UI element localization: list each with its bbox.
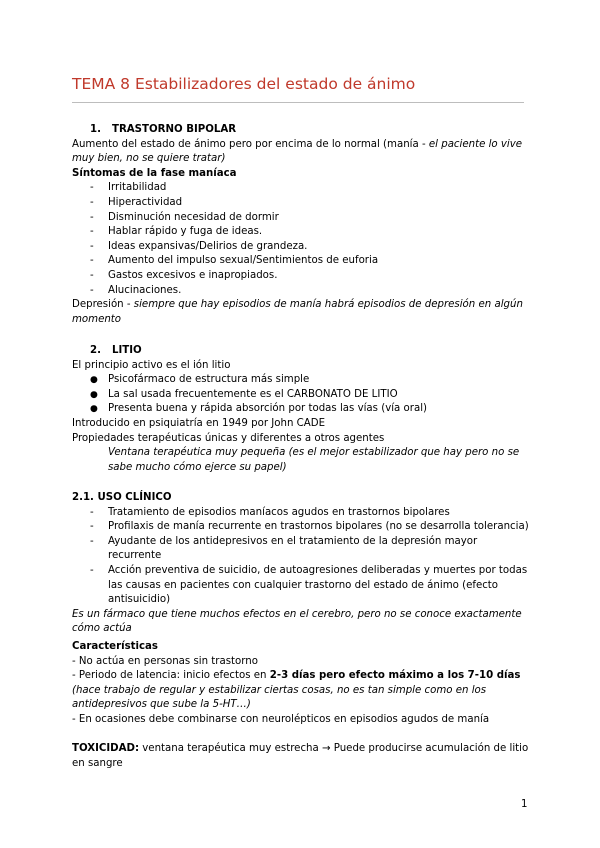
section-number: 1. [90, 124, 101, 135]
latency-text: - Periodo de latencia: inicio efectos en [72, 670, 270, 682]
toxicidad-label: TOXICIDAD: [72, 743, 140, 754]
litio-italic-note: Ventana terapéutica muy pequeña (es el mejor estabilizador que hay pero no se sabe mucho cómo ejerce su papel) [108, 447, 520, 473]
list-item-text: Irritabilidad [108, 182, 167, 194]
section-trastorno-bipolar [72, 123, 532, 327]
list-item-text: Alucinaciones. [108, 284, 182, 296]
list-item-text: Hiperactividad [108, 196, 183, 208]
list-item: - Hiperactividad [90, 196, 183, 208]
list-item: ● Psicofármaco de estructura más simple [90, 374, 310, 386]
section-heading: 2.1. USO CLÍNICO [72, 492, 172, 503]
litio-line-1: Introducido en psiquiatría en 1949 por John CADE [72, 417, 326, 429]
list-item-text: La sal usada frecuentemente es el CARBONATO DE LITIO [108, 388, 398, 400]
list-item-text: Ideas expansivas/Delirios de grandeza. [108, 240, 308, 252]
section-toxicidad [72, 742, 532, 771]
list-item: - Profilaxis de manía recurrente en trastornos bipolares (no se desarrolla tolerancia) [90, 521, 529, 533]
caracteristicas-line-1: - No actúa en personas sin trastorno [72, 655, 258, 667]
caracteristicas-heading: Características [72, 641, 158, 652]
litio-line-2: Propiedades terapéuticas únicas y diferentes a otros agentes [72, 432, 385, 444]
section-uso-clinico [72, 491, 532, 637]
latency-italic: (hace trabajo de regular y estabilizar ciertas cosas, no es tan simple como en los antidepresivos que sube la 5-HT…) [72, 684, 487, 711]
list-item-text: Psicofármaco de estructura más simple [108, 374, 310, 386]
page-title: TEMA 8 Estabilizadores del estado de ánimo [72, 75, 416, 93]
toxicidad-text: ventana terapéutica muy estrecha → Puede producirse acumulación de litio en sangre [72, 743, 529, 769]
caracteristicas-line-2 [72, 669, 532, 713]
list-item-text: Profilaxis de manía recurrente en trastornos bipolares (no se desarrolla tolerancia) [108, 521, 529, 533]
toxicidad-paragraph [72, 742, 532, 771]
section-litio [72, 344, 532, 475]
title-divider [72, 102, 524, 103]
list-item-text: Gastos excesivos e inapropiados. [108, 269, 278, 281]
intro-text: Aumento del estado de ánimo pero por encima de lo normal (manía - [72, 138, 429, 150]
uso-clinico-list [72, 506, 532, 608]
symptoms-heading: Síntomas de la fase maníaca [72, 167, 237, 179]
list-item: ● La sal usada frecuentemente es el CARBONATO DE LITIO [90, 388, 398, 400]
list-item-text: Presenta buena y rápida absorción por todas las vías (vía oral) [108, 403, 428, 415]
section-title: TRASTORNO BIPOLAR [112, 124, 237, 135]
list-item: - Disminución necesidad de dormir [90, 211, 279, 223]
litio-bullets [72, 373, 532, 417]
page-number: 1 [521, 799, 528, 810]
list-item-text: Hablar rápido y fuga de ideas. [108, 226, 263, 238]
section-heading [72, 344, 532, 359]
list-item-text: Ayudante de los antidepresivos en el tratamiento de la depresión mayor recurrente [108, 535, 478, 562]
section-title: LITIO [112, 345, 142, 356]
list-item-text: Aumento del impulso sexual/Sentimientos de euforia [108, 255, 379, 267]
list-item: - Irritabilidad [90, 182, 167, 194]
list-item: - Acción preventiva de suicidio, de autoagresiones deliberadas y muertes por todas las causas en pacientes con cualquier trastorno del estado de ánimo (efecto antisuicidio) [90, 564, 528, 606]
list-item: - Ideas expansivas/Delirios de grandeza. [90, 240, 308, 252]
list-item: - Hablar rápido y fuga de ideas. [90, 226, 263, 238]
list-item: - Ayudante de los antidepresivos en el tratamiento de la depresión mayor recurrente [90, 535, 478, 562]
caracteristicas-line-3: - En ocasiones debe combinarse con neurolépticos en episodios agudos de manía [72, 713, 490, 725]
list-item-text: Tratamiento de episodios maníacos agudos en trastornos bipolares [108, 506, 450, 518]
list-item: - Gastos excesivos e inapropiados. [90, 269, 278, 281]
list-item: ● Presenta buena y rápida absorción por todas las vías (vía oral) [90, 403, 428, 415]
list-item-text: Acción preventiva de suicidio, de autoagresiones deliberadas y muertes por todas las causas en pacientes con cualquier trastorno del estado de ánimo (efecto antisuicidio) [108, 564, 528, 606]
uso-clinico-italic-note: Es un fármaco que tiene muchos efectos en el cerebro, pero no se conoce exactamente cómo actúa [72, 608, 522, 635]
section-number: 2. [90, 345, 101, 356]
list-item: - Alucinaciones. [90, 284, 182, 296]
depression-text: Depresión - [72, 299, 134, 311]
litio-intro: El principio activo es el ión litio [72, 359, 231, 371]
intro-italic: el paciente lo vive muy bien, no se quiere tratar) [72, 138, 523, 165]
intro-paragraph [72, 138, 532, 167]
list-item-text: Disminución necesidad de dormir [108, 211, 279, 223]
list-item: - Aumento del impulso sexual/Sentimientos de euforia [90, 255, 379, 267]
depression-italic: siempre que hay episodios de manía habrá episodios de depresión en algún momento [72, 299, 523, 325]
symptoms-list [72, 181, 532, 298]
list-item: - Tratamiento de episodios maníacos agudos en trastornos bipolares [90, 506, 450, 518]
section-heading [72, 123, 532, 138]
section-caracteristicas [72, 640, 532, 728]
latency-bold: 2-3 días pero efecto máximo a los 7-10 días [269, 670, 521, 682]
depression-paragraph [72, 298, 532, 327]
